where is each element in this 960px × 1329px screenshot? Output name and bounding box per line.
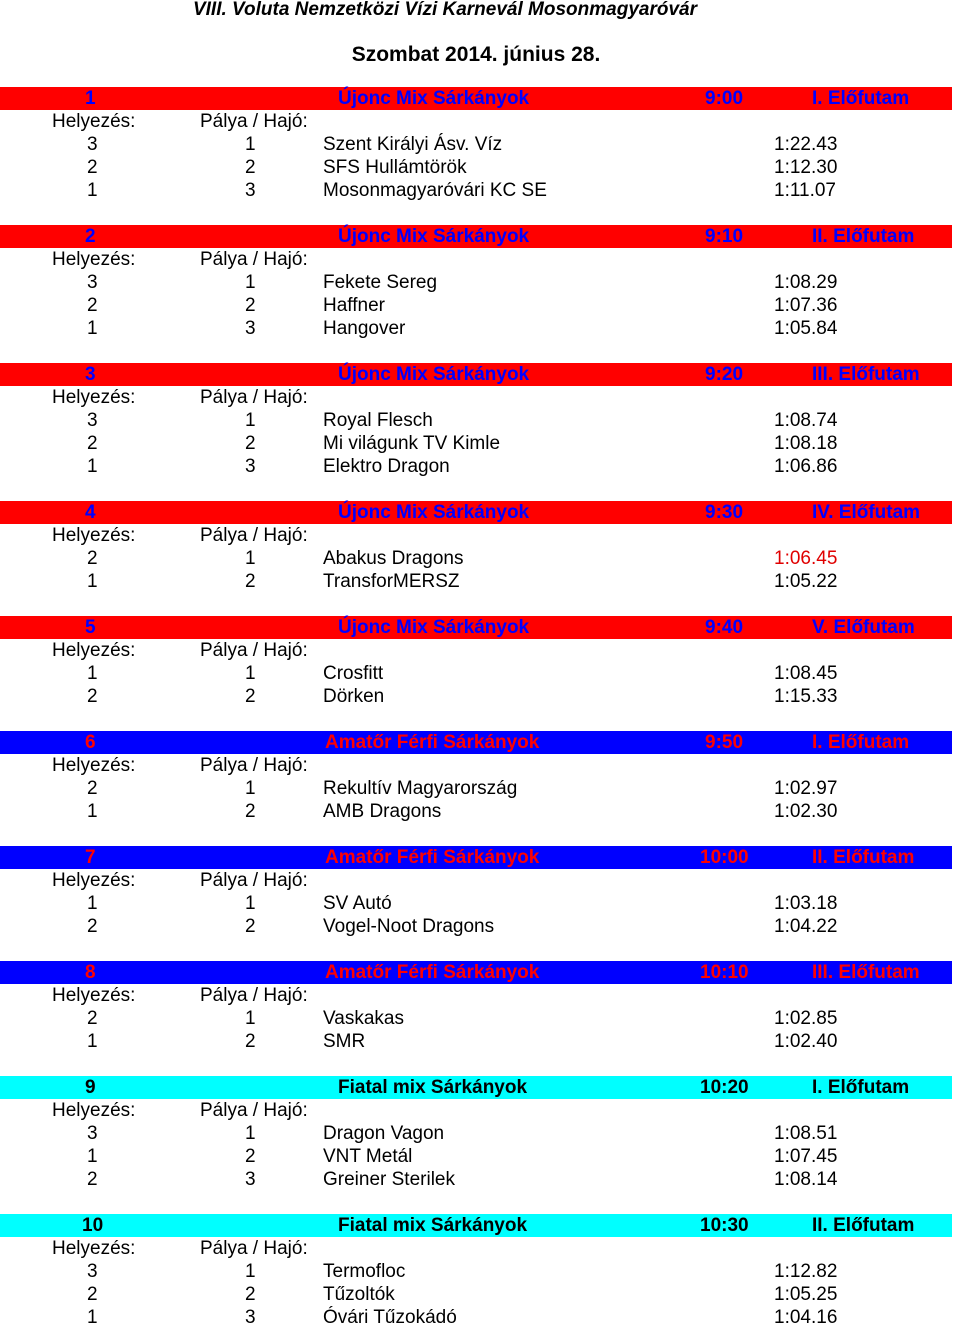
lane-label: Pálya / Hajó: [200,111,308,132]
race-block [0,1214,960,1329]
result-time: 1:05.22 [774,571,838,592]
result-place: 2 [87,295,98,316]
result-place: 2 [87,1169,98,1190]
race-number: 10 [82,1215,104,1236]
result-time: 1:04.22 [774,916,838,937]
result-lane: 1 [245,410,256,431]
result-team: AMB Dragons [323,801,442,822]
place-label: Helyezés: [52,525,136,546]
result-time: 1:03.18 [774,893,838,914]
result-place: 3 [87,272,98,293]
race-header-bar [0,87,952,110]
race-block [0,616,960,708]
race-heat: I. Előfutam [812,88,910,109]
result-place: 1 [87,893,98,914]
column-labels [0,869,960,892]
race-heat: III. Előfutam [812,962,920,983]
result-place: 1 [87,1146,98,1167]
result-team: Fekete Sereg [323,272,438,293]
place-label: Helyezés: [52,755,136,776]
result-row [0,915,960,938]
result-team: Dörken [323,686,385,707]
race-list [0,87,960,1329]
result-team: Haffner [323,295,385,316]
race-time: 9:10 [705,226,744,247]
column-labels [0,386,960,409]
race-category: Fiatal mix Sárkányok [338,1077,528,1098]
result-lane: 1 [245,272,256,293]
result-lane: 2 [245,295,256,316]
column-labels [0,1237,960,1260]
page-title: VIII. Voluta Nemzetközi Vízi Karnevál Mosonmagyaróvár [192,0,697,20]
race-time: 9:00 [705,88,744,109]
result-time: 1:05.84 [774,318,838,339]
race-category: Fiatal mix Sárkányok [338,1215,528,1236]
result-row [0,317,960,340]
result-lane: 2 [245,1146,256,1167]
race-time: 9:30 [705,502,744,523]
race-block [0,846,960,938]
result-place: 2 [87,1008,98,1029]
result-team: Royal Flesch [323,410,433,431]
result-row [0,662,960,685]
result-team: Mi világunk TV Kimle [323,433,501,454]
result-row [0,1283,960,1306]
place-label: Helyezés: [52,1100,136,1121]
result-team: Greiner Sterilek [323,1169,455,1190]
result-row [0,777,960,800]
result-team: Rekultív Magyarország [323,778,518,799]
place-label: Helyezés: [52,387,136,408]
race-heat: I. Előfutam [812,732,910,753]
race-category: Újonc Mix Sárkányok [338,88,530,109]
race-heat: V. Előfutam [812,617,915,638]
lane-label: Pálya / Hajó: [200,387,308,408]
result-team: Szent Királyi Ásv. Víz [323,134,503,155]
result-team: SMR [323,1031,366,1052]
race-category: Újonc Mix Sárkányok [338,364,530,385]
race-heat: III. Előfutam [812,364,920,385]
result-time: 1:12.82 [774,1261,838,1282]
result-team: Termofloc [323,1261,406,1282]
result-row [0,547,960,570]
result-row [0,455,960,478]
result-team: Óvári Tűzokádó [323,1307,457,1328]
race-block [0,363,960,478]
lane-label: Pálya / Hajó: [200,1100,308,1121]
result-lane: 1 [245,1008,256,1029]
result-time: 1:02.97 [774,778,838,799]
race-header-bar [0,616,952,639]
result-place: 2 [87,433,98,454]
result-place: 1 [87,180,98,201]
race-number: 8 [85,962,96,983]
result-row [0,800,960,823]
result-place: 2 [87,686,98,707]
result-place: 2 [87,157,98,178]
result-place: 1 [87,801,98,822]
result-row [0,1168,960,1191]
result-time: 1:08.18 [774,433,838,454]
result-team: Vaskakas [323,1008,404,1029]
result-time: 1:22.43 [774,134,838,155]
result-row [0,570,960,593]
place-label: Helyezés: [52,111,136,132]
result-row [0,1145,960,1168]
column-labels [0,1099,960,1122]
lane-label: Pálya / Hajó: [200,249,308,270]
race-number: 6 [85,732,96,753]
result-time: 1:07.45 [774,1146,838,1167]
race-time: 10:10 [700,962,749,983]
result-row [0,892,960,915]
result-team: Vogel-Noot Dragons [323,916,495,937]
race-number: 9 [85,1077,96,1098]
place-label: Helyezés: [52,870,136,891]
race-block [0,731,960,823]
page-subtitle: Szombat 2014. június 28. [351,43,601,66]
result-lane: 2 [245,686,256,707]
result-place: 2 [87,1284,98,1305]
race-number: 5 [85,617,96,638]
race-block [0,87,960,202]
result-lane: 2 [245,801,256,822]
result-lane: 3 [245,1307,256,1328]
race-header-bar [0,501,952,524]
result-place: 3 [87,1261,98,1282]
result-lane: 2 [245,571,256,592]
result-team: VNT Metál [323,1146,413,1167]
result-team: Dragon Vagon [323,1123,445,1144]
result-place: 1 [87,456,98,477]
result-time: 1:07.36 [774,295,838,316]
result-team: Elektro Dragon [323,456,450,477]
result-row [0,1030,960,1053]
place-label: Helyezés: [52,640,136,661]
race-header-bar [0,731,952,754]
lane-label: Pálya / Hajó: [200,640,308,661]
result-lane: 3 [245,456,256,477]
result-time: 1:02.30 [774,801,838,822]
lane-label: Pálya / Hajó: [200,985,308,1006]
race-block [0,961,960,1053]
result-place: 3 [87,134,98,155]
race-category: Amatőr Férfi Sárkányok [325,732,540,753]
race-time: 9:20 [705,364,744,385]
result-place: 1 [87,1307,98,1328]
column-labels [0,639,960,662]
result-team: Abakus Dragons [323,548,464,569]
race-number: 3 [85,364,96,385]
result-lane: 1 [245,548,256,569]
race-heat: II. Előfutam [812,1215,915,1236]
race-time: 10:30 [700,1215,749,1236]
race-header-bar [0,225,952,248]
result-time: 1:11.07 [774,180,836,201]
column-labels [0,524,960,547]
result-time: 1:08.29 [774,272,838,293]
race-category: Újonc Mix Sárkányok [338,617,530,638]
result-row [0,156,960,179]
race-number: 1 [85,88,96,109]
result-team: TransforMERSZ [323,571,460,592]
result-lane: 1 [245,1261,256,1282]
result-time: 1:02.40 [774,1031,838,1052]
place-label: Helyezés: [52,1238,136,1259]
race-header-bar [0,1076,952,1099]
lane-label: Pálya / Hajó: [200,1238,308,1259]
result-row [0,1122,960,1145]
race-number: 7 [85,847,96,868]
column-labels [0,754,960,777]
result-row [0,432,960,455]
result-place: 3 [87,410,98,431]
result-row [0,271,960,294]
result-lane: 2 [245,1284,256,1305]
race-heat: I. Előfutam [812,1077,910,1098]
result-lane: 2 [245,916,256,937]
result-lane: 3 [245,1169,256,1190]
result-time: 1:06.86 [774,456,838,477]
column-labels [0,110,960,133]
result-row [0,294,960,317]
race-header-bar [0,846,952,869]
race-category: Újonc Mix Sárkányok [338,226,530,247]
place-label: Helyezés: [52,985,136,1006]
result-lane: 1 [245,134,256,155]
race-heat: II. Előfutam [812,226,915,247]
result-team: Tűzoltók [323,1284,395,1305]
lane-label: Pálya / Hajó: [200,870,308,891]
race-header-bar [0,1214,952,1237]
result-place: 1 [87,571,98,592]
result-time: 1:08.74 [774,410,838,431]
result-lane: 1 [245,663,256,684]
result-place: 1 [87,318,98,339]
race-header-bar [0,961,952,984]
result-lane: 2 [245,433,256,454]
result-time: 1:06.45 [774,548,838,569]
result-team: SV Autó [323,893,392,914]
result-place: 2 [87,548,98,569]
result-place: 1 [87,1031,98,1052]
race-heat: IV. Előfutam [812,502,921,523]
result-row [0,133,960,156]
result-row [0,179,960,202]
race-category: Újonc Mix Sárkányok [338,502,530,523]
result-time: 1:08.14 [774,1169,838,1190]
column-labels [0,248,960,271]
result-row [0,1260,960,1283]
race-block [0,501,960,593]
result-lane: 3 [245,180,256,201]
result-lane: 3 [245,318,256,339]
result-place: 1 [87,663,98,684]
result-row [0,685,960,708]
result-time: 1:08.51 [774,1123,838,1144]
result-lane: 1 [245,778,256,799]
result-row [0,1306,960,1329]
race-time: 10:20 [700,1077,749,1098]
race-block [0,1076,960,1191]
result-time: 1:02.85 [774,1008,838,1029]
result-row [0,409,960,432]
place-label: Helyezés: [52,249,136,270]
race-block [0,225,960,340]
result-row [0,1007,960,1030]
race-category: Amatőr Férfi Sárkányok [325,962,540,983]
lane-label: Pálya / Hajó: [200,755,308,776]
race-number: 2 [85,226,96,247]
race-time: 9:40 [705,617,744,638]
result-team: Crosfitt [323,663,384,684]
result-time: 1:04.16 [774,1307,838,1328]
race-header-bar [0,363,952,386]
race-number: 4 [85,502,96,523]
lane-label: Pálya / Hajó: [200,525,308,546]
race-time: 10:00 [700,847,749,868]
race-category: Amatőr Férfi Sárkányok [325,847,540,868]
result-lane: 2 [245,157,256,178]
result-team: Hangover [323,318,406,339]
result-time: 1:15.33 [774,686,838,707]
result-time: 1:12.30 [774,157,838,178]
column-labels [0,984,960,1007]
result-time: 1:05.25 [774,1284,838,1305]
result-team: SFS Hullámtörök [323,157,467,178]
race-heat: II. Előfutam [812,847,915,868]
result-lane: 1 [245,1123,256,1144]
result-place: 3 [87,1123,98,1144]
race-time: 9:50 [705,732,744,753]
result-place: 2 [87,778,98,799]
result-lane: 1 [245,893,256,914]
result-team: Mosonmagyaróvári KC SE [323,180,547,201]
result-lane: 2 [245,1031,256,1052]
result-place: 2 [87,916,98,937]
result-time: 1:08.45 [774,663,838,684]
